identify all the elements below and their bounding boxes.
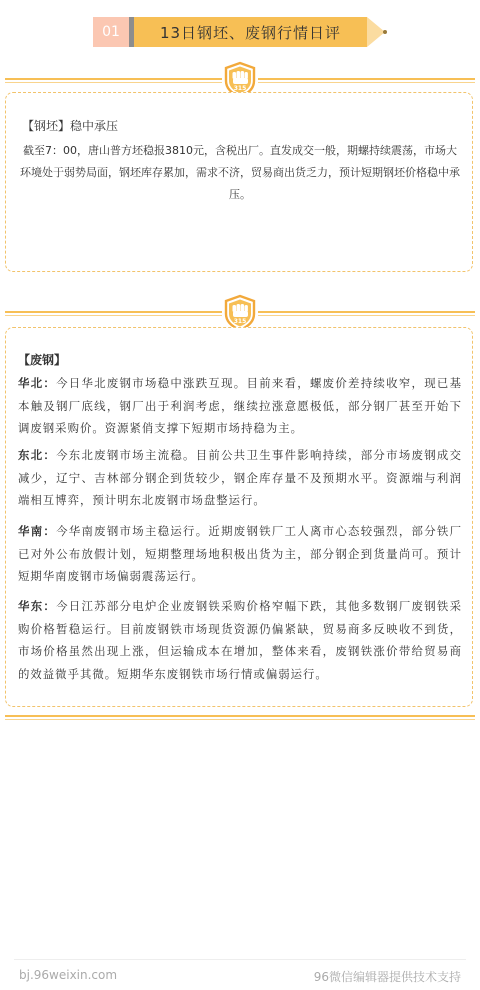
bottom-divider-line-thin bbox=[5, 719, 475, 720]
svg-text:315: 315 bbox=[233, 318, 247, 325]
footer-site-link[interactable]: bj.96weixin.com bbox=[19, 968, 118, 982]
title-banner bbox=[93, 17, 393, 47]
banner-dot bbox=[383, 30, 387, 34]
billet-body: 截至7：00，唐山普方坯稳报3810元，含税出厂。直发成交一般，期螺持续震荡，市场大环境处于弱势局面，钢坯库存累加，需求不济，贸易商出货乏力，预计短期钢坯价格稳中承压。 bbox=[20, 144, 460, 201]
region-label: 华东： bbox=[18, 599, 57, 613]
region-paragraph-huabei bbox=[18, 372, 462, 440]
bottom-divider-line bbox=[5, 715, 475, 717]
region-paragraph-huanan bbox=[18, 520, 462, 588]
region-text: 今东北废钢市场主流稳。目前公共卫生事件影响持续，部分市场废钢成交减少，辽宁、吉林部分钢企到货较少，钢企库存量不及预期水平。资源端与利润端相互博弈，预计明东北废钢市场盘整运行。 bbox=[18, 448, 462, 507]
page-title: 13日钢坯、废钢行情日评 bbox=[134, 17, 367, 47]
scrap-card bbox=[5, 327, 473, 707]
section-number: 01 bbox=[93, 17, 129, 47]
footer-credit-link[interactable]: 96微信编辑器提供技术支持 bbox=[313, 970, 461, 984]
region-text: 今日江苏部分电炉企业废钢铁采购价格窄幅下跌，其他多数钢厂废钢铁采购价格暂稳运行。目前废钢铁市场现货资源仍偏紧缺，贸易商多反映收不到货，市场价格虽然出现上涨，但运输成本在增加，整体来看，废钢铁涨价带给贸易商的效益微乎其微。短期华东废钢铁市场行情或偏弱运行。 bbox=[18, 599, 462, 681]
region-paragraph-dongbei bbox=[18, 444, 462, 512]
region-text: 今日华北废钢市场稳中涨跌互现。目前来看，螺废价差持续收窄，现已基本触及钢厂底线，钢厂出于利润考虑，继续拉涨意愿极低，部分钢厂甚至开始下调废钢采购价。资源紧俏支撑下短期市场持稳为主。 bbox=[18, 376, 462, 435]
region-paragraph-huadong bbox=[18, 595, 462, 685]
footer-divider bbox=[14, 959, 466, 960]
region-label: 华南： bbox=[18, 524, 57, 538]
billet-heading: 【钢坯】稳中承压 bbox=[22, 119, 119, 133]
region-text: 今华南废钢市场主稳运行。近期废钢铁厂工人离市心态较强烈，部分铁厂已对外公布放假计划，短期整理场地积极出货为主，部分钢企到货量尚可。预计短期华南废钢市场偏弱震荡运行。 bbox=[18, 524, 462, 583]
billet-card bbox=[5, 92, 473, 272]
scrap-heading: 【废钢】 bbox=[18, 353, 67, 367]
region-label: 华北： bbox=[18, 376, 57, 390]
svg-text:315: 315 bbox=[233, 85, 247, 92]
region-label: 东北： bbox=[18, 448, 57, 462]
